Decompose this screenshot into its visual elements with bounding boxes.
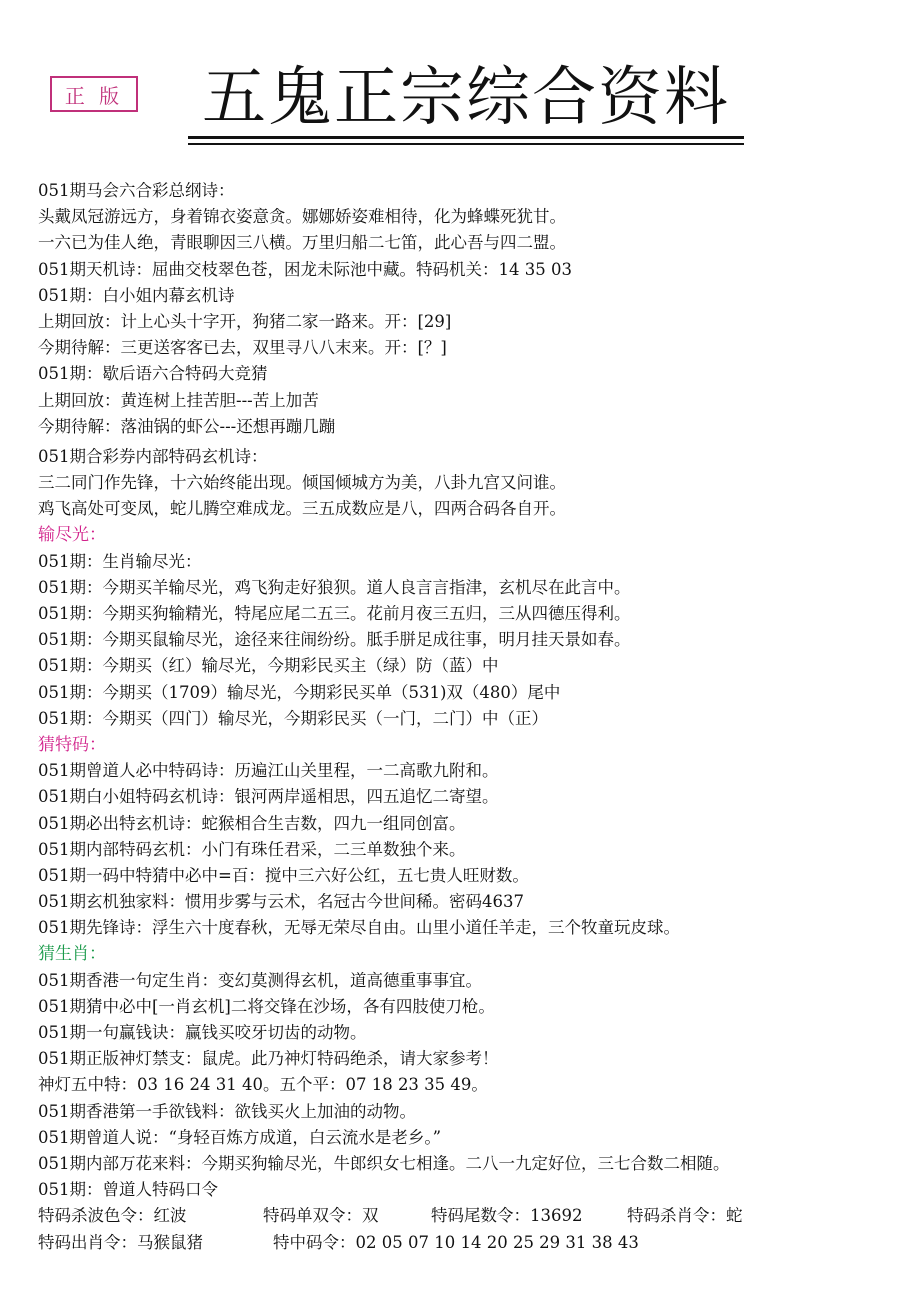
text-line: 051期一句赢钱诀：赢钱买咬牙切齿的动物。: [38, 1023, 367, 1042]
text-line: 051期香港第一手欲钱料：欲钱买火上加油的动物。: [38, 1101, 416, 1121]
text-line: 051期曾道人必中特码诗：历遍江山关里程，一二高歌九附和。: [38, 761, 499, 781]
order-item: 特码出肖令：马猴鼠猪: [38, 1232, 203, 1252]
section-heading-lose-all: 输尽光：: [38, 525, 106, 546]
order-item: 特码尾数令：13692: [431, 1206, 583, 1226]
text-line: 051期内部万花来料：今期买狗输尽光，牛郎织女七相逢。二八一九定好位，三七合数二相随。: [38, 1153, 730, 1173]
text-line: 神灯五中特：03 16 24 31 40。五个平：07 18 23 35 49。: [38, 1075, 488, 1095]
text-line: 051期一码中特猜中必中=百：搅中三六好公红，五七贵人旺财数。: [38, 865, 529, 885]
section-heading-guess-number: 猜特码：: [38, 734, 106, 755]
text-line: 051期：今期买鼠输尽光，途径来往闹纷纷。胝手胼足成往事，明月挂天景如春。: [38, 630, 631, 650]
text-line: 今期待解：三更送客客已去，双里寻八八末来。开：[？]: [38, 338, 447, 358]
text-line: 051期：今期买羊输尽光，鸡飞狗走好狼狈。道人良言言指津，玄机尽在此言中。: [38, 577, 631, 597]
authentic-badge: 正 版: [50, 76, 138, 112]
text-line: 三二同门作先锋，十六始终能出现。倾国倾城方为美，八卦九宫又问谁。: [38, 473, 566, 493]
document-body: [38, 178, 888, 1256]
text-line: 上期回放：黄连树上挂苦胆---苦上加苦: [38, 390, 319, 410]
text-line: 051期先锋诗：浮生六十度春秋，无辱无荣尽自由。山里小道任羊走，三个牧童玩皮球。: [38, 918, 680, 938]
text-line: 051期：今期买（红）输尽光，今期彩民买主（绿）防（蓝）中: [38, 656, 499, 676]
text-line: 051期曾道人说：“身轻百炼方成道，白云流水是老乡。”: [38, 1127, 442, 1147]
section-heading-guess-zodiac: 猜生肖：: [38, 944, 106, 965]
order-item: 特码杀肖令：蛇: [627, 1206, 743, 1226]
text-line: 051期：今期买狗输精光，特尾应尾二五三。花前月夜三五归，三从四德压得利。: [38, 604, 631, 623]
order-row: [38, 1230, 888, 1256]
text-line: 051期：白小姐内幕玄机诗: [38, 285, 235, 305]
text-line: 051期内部特码玄机：小门有珠任君采，二三单数独个来。: [38, 839, 466, 859]
text-line: 今期待解：落油锅的虾公---还想再蹦几蹦: [38, 416, 336, 436]
text-line: 051期必出特玄机诗：蛇猴相合生吉数，四九一组同创富。: [38, 813, 466, 833]
text-line: 051期合彩券内部特码玄机诗：: [38, 446, 268, 466]
text-line: 051期：生肖输尽光：: [38, 551, 202, 571]
text-line: 051期香港一句定生肖：变幻莫测得玄机，道高德重事事宜。: [38, 970, 482, 990]
text-line: 051期：今期买（1709）输尽光，今期彩民买单（531)双（480）尾中: [38, 682, 561, 702]
page-title: 五鬼正宗综合资料: [202, 61, 730, 135]
text-line: 051期猜中必中[一肖玄机]二将交锋在沙场，各有四肢使刀枪。: [38, 996, 495, 1016]
text-line: 051期：曾道人特码口令: [38, 1180, 218, 1200]
text-line: 051期玄机独家料：惯用步雾与云术，名冠古今世间稀。密码4637: [38, 892, 524, 912]
text-line: 051期白小姐特码玄机诗：银河两岸遥相思，四五追忆二寄望。: [38, 787, 499, 807]
text-line: 051期正版神灯禁支：鼠虎。此乃神灯特码绝杀，请大家参考！: [38, 1049, 499, 1069]
order-item: 特码杀波色令：红波: [38, 1206, 187, 1226]
text-line: 头戴凤冠游远方，身着锦衣姿意贪。娜娜娇姿难相待，化为蜂蝶死犹甘。: [38, 207, 566, 227]
text-line: 051期天机诗：屈曲交枝翠色苍，困龙未际池中藏。特码机关：14 35 03: [38, 259, 572, 279]
order-row: [38, 1203, 888, 1229]
text-line: 051期：歇后语六合特码大竞猜: [38, 364, 268, 384]
text-line: 一六已为佳人绝，青眼聊因三八横。万里归船二七笛，此心吾与四二盟。: [38, 233, 566, 253]
title-underline-secondary: [188, 143, 744, 145]
text-line: 051期：今期买（四门）输尽光，今期彩民买（一门，二门）中（正）: [38, 708, 548, 728]
order-item: 特码单双令：双: [263, 1206, 379, 1226]
text-line: 上期回放：计上心头十字开，狗猪二家一路来。开：[29]: [38, 311, 452, 331]
text-line: 鸡飞高处可变凤，蛇儿腾空难成龙。三五成数应是八，四两合码各自开。: [38, 499, 566, 519]
text-line: 051期马会六合彩总纲诗：: [38, 181, 235, 200]
title-underline: [188, 136, 744, 139]
order-item: 特中码令：02 05 07 10 14 20 25 29 31 38 43: [273, 1232, 639, 1252]
